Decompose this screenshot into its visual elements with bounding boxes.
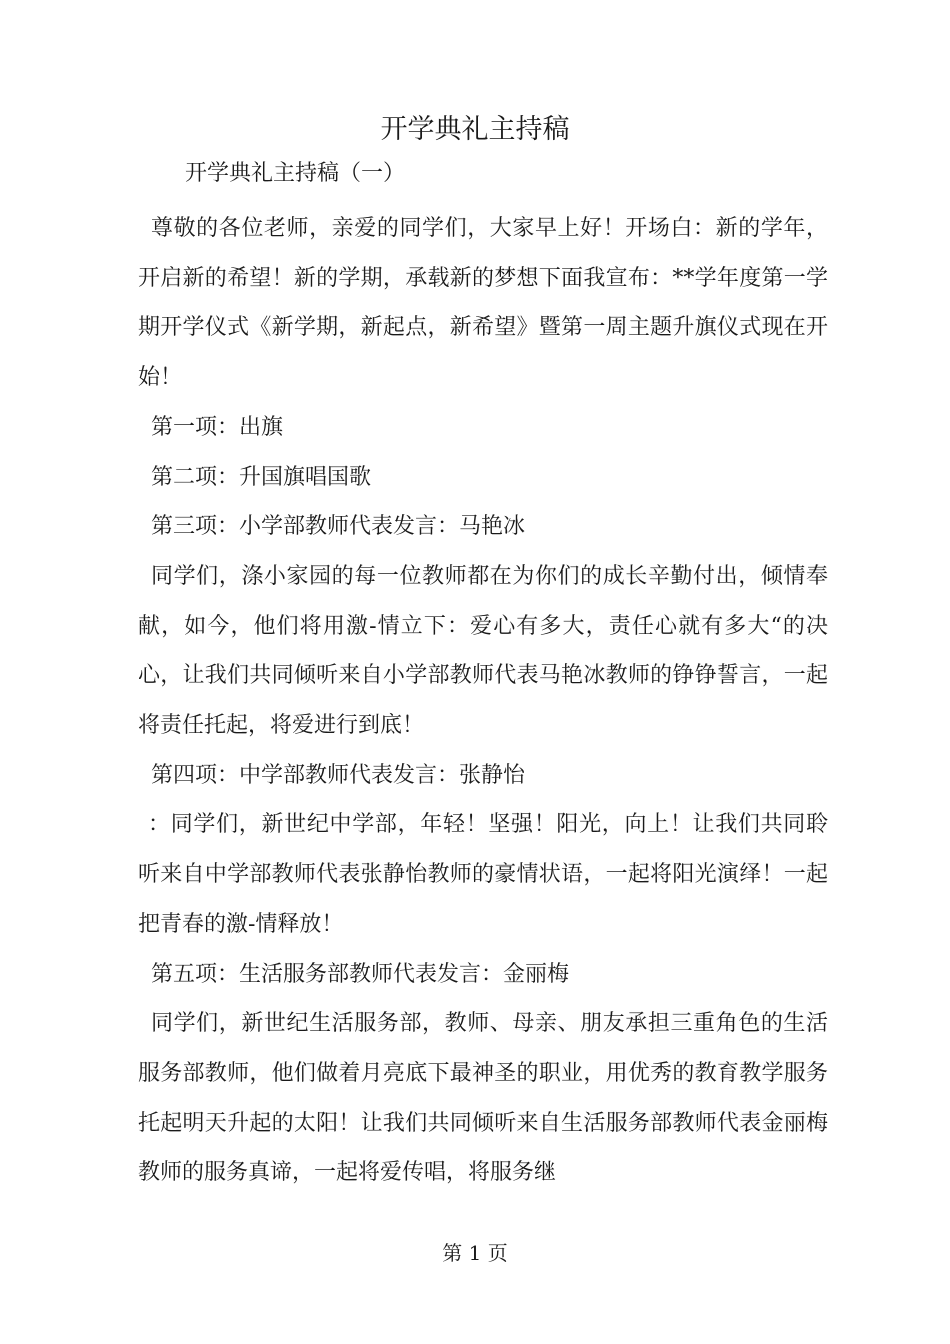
paragraph-item-3-intro: 同学们，涤小家园的每一位教师都在为你们的成长辛勤付出，倾情奉献，如今，他们将用激-情立下：爱心有多大，责任心就有多大“的决心，让我们共同倾听来自小学部教师代表马艳冰教师的铮铮誓言，一起将责任托起，将爱进行到底！ (138, 563, 828, 739)
document-title: 开学典礼主持稿 (380, 114, 570, 145)
document-subtitle: 开学典礼主持稿（一） (185, 161, 406, 186)
paragraph-item-1: 第一项：出旗 (151, 414, 284, 440)
page-number: 第 1 页 (442, 1241, 508, 1265)
paragraph-item-3: 第三项：小学部教师代表发言：马艳冰 (151, 514, 526, 540)
document-body (138, 204, 828, 1198)
paragraph-item-5-intro: 同学们，新世纪生活服务部，教师、母亲、朋友承担三重角色的生活服务部教师，他们做着月亮底下最神圣的职业，用优秀的教育教学服务托起明天升起的太阳！让我们共同倾听来自生活服务部教师代表金丽梅教师的服务真谛，一起将爱传唱，将服务继 (138, 1011, 828, 1186)
paragraph-item-4-intro: ：同学们，新世纪中学部，年轻！坚强！阳光，向上！让我们共同聆听来自中学部教师代表张静怡教师的豪情状语，一起将阳光演绎！一起把青春的激-情释放！ (138, 812, 828, 937)
paragraph-item-4: 第四项：中学部教师代表发言：张静怡 (151, 762, 526, 788)
paragraph-item-2: 第二项：升国旗唱国歌 (151, 464, 372, 490)
paragraph-item-5: 第五项：生活服务部教师代表发言：金丽梅 (151, 961, 570, 987)
paragraph-opening: 尊敬的各位老师，亲爱的同学们，大家早上好！开场白：新的学年，开启新的希望！新的学期，承载新的梦想下面我宣布：**学年度第一学期开学仪式《新学期，新起点，新希望》暨第一周主题升旗仪式现在开始！ (138, 216, 828, 391)
